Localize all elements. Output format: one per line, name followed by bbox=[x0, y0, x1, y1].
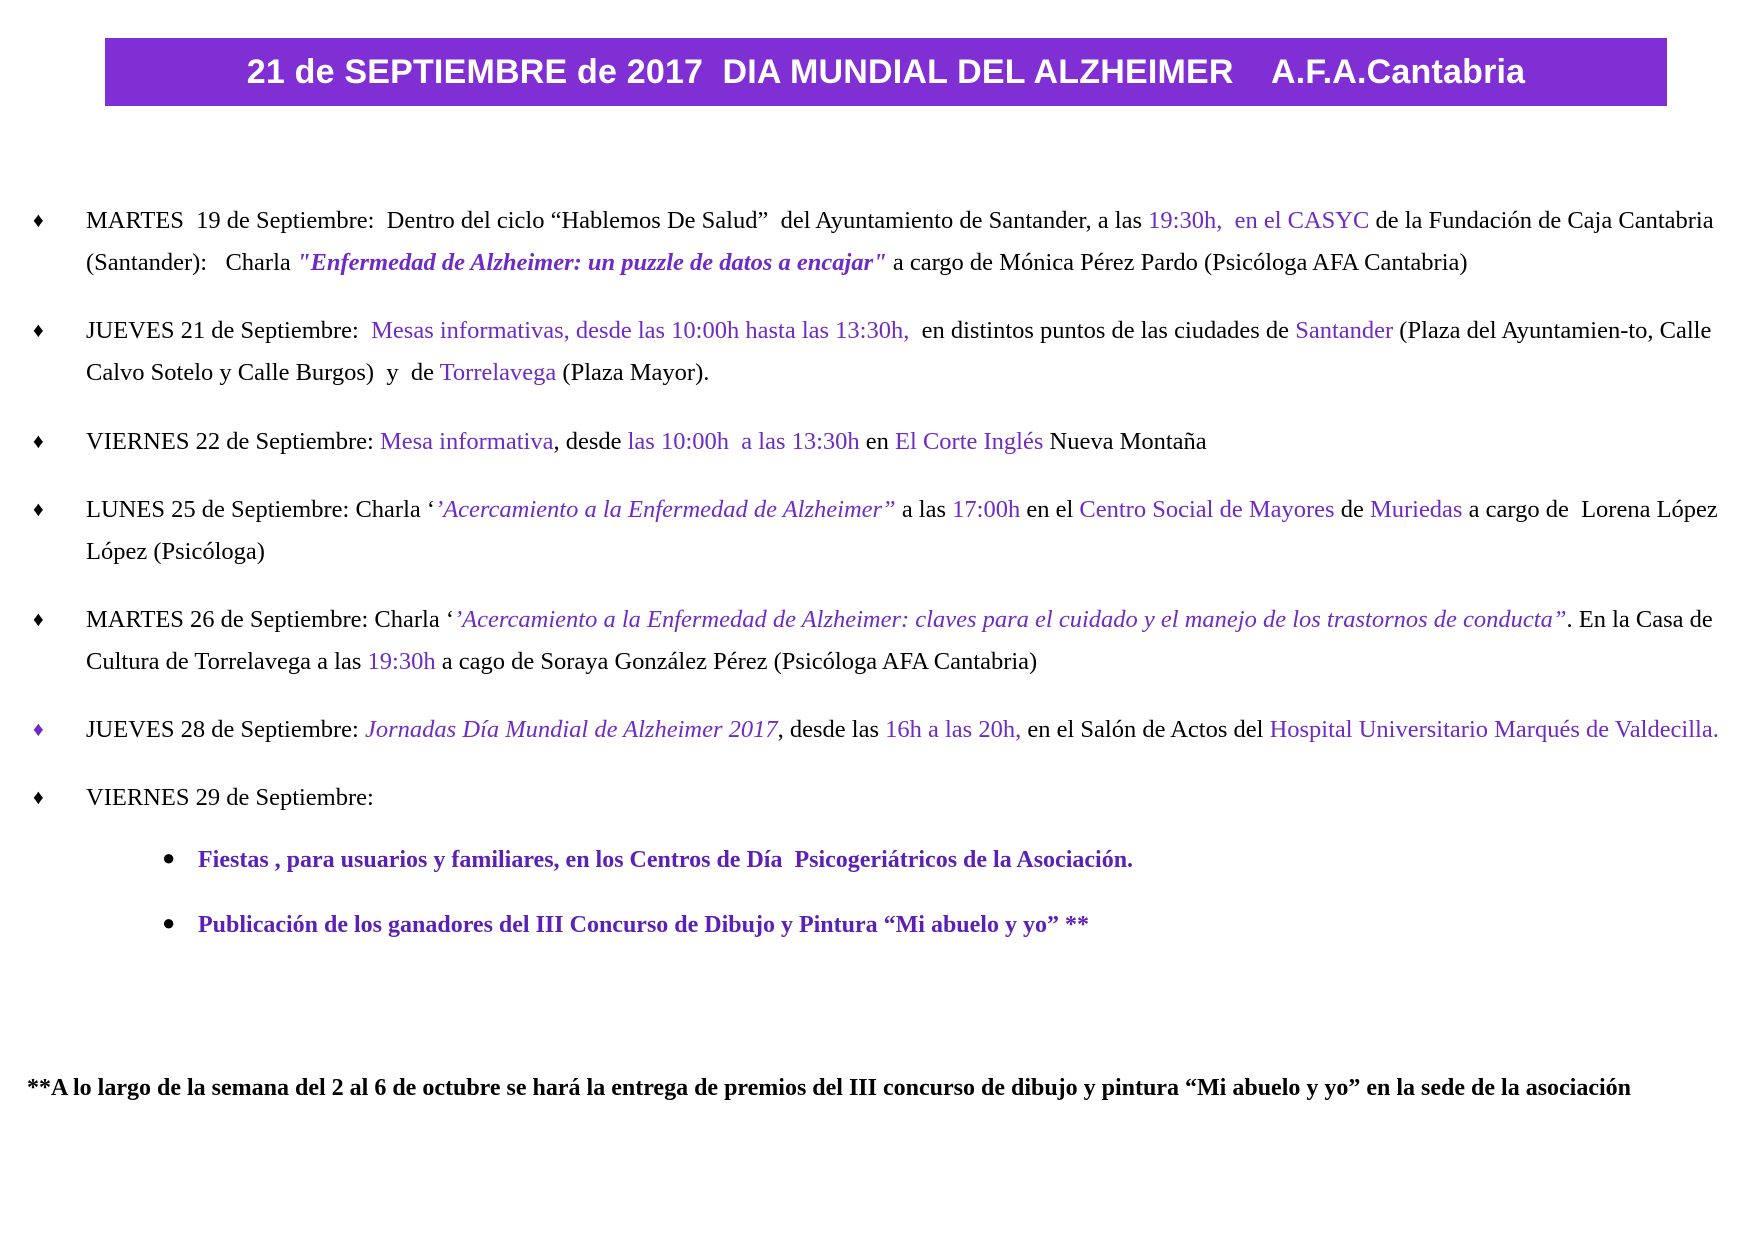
text-segment: 16h a las 20h, bbox=[885, 716, 1022, 744]
text-segment: 19:30h, en el CASYC bbox=[1148, 207, 1370, 234]
text-segment: las 10:00h a las 13:30h bbox=[627, 427, 860, 455]
list-item-text bbox=[86, 207, 1726, 276]
list-item bbox=[0, 709, 1754, 751]
sub-list bbox=[148, 841, 1734, 944]
list-item-text bbox=[86, 496, 1724, 565]
diamond-bullet-icon: ♦ bbox=[33, 785, 44, 810]
text-segment: a cargo de Mónica Pérez Pardo (Psicóloga AFA Cantabria) bbox=[886, 249, 1468, 277]
text-segment: de bbox=[1334, 495, 1370, 523]
diamond-bullet-icon: ♦ bbox=[33, 717, 44, 742]
list-item bbox=[0, 777, 1754, 944]
list-item-text bbox=[86, 428, 1207, 455]
list-item-text bbox=[86, 784, 374, 811]
text-segment: en distintos puntos de las ciudades de bbox=[909, 317, 1296, 345]
text-segment: (Plaza Mayor). bbox=[556, 359, 710, 387]
dot-bullet-icon: ● bbox=[162, 909, 176, 935]
diamond-bullet-icon: ♦ bbox=[33, 496, 44, 521]
list-item-text bbox=[86, 716, 1719, 743]
text-segment: Santander bbox=[1295, 317, 1394, 345]
diamond-bullet-icon: ♦ bbox=[33, 208, 44, 232]
text-segment: en el bbox=[1020, 495, 1080, 523]
sub-list-item-label: Publicación de los ganadores del III Concurso de Dibujo y Pintura “Mi abuelo y yo” ** bbox=[198, 911, 1089, 938]
text-segment: ’Acercamiento a la Enfermedad de Alzheimer” bbox=[435, 495, 896, 523]
text-segment: . En la Casa de Cultura de Torrelavega a las bbox=[86, 605, 1719, 675]
text-segment: a cargo de Lorena López López (Psicóloga) bbox=[86, 495, 1724, 565]
list-item-text bbox=[86, 317, 1717, 386]
diamond-bullet-icon: ♦ bbox=[33, 318, 44, 343]
text-segment: en el Salón de Actos del bbox=[1021, 716, 1270, 744]
sub-list-item bbox=[148, 841, 1734, 879]
diamond-bullet-icon: ♦ bbox=[33, 428, 44, 453]
text-segment: VIERNES 29 de Septiembre: bbox=[86, 784, 374, 812]
text-segment: 17:00h bbox=[952, 495, 1021, 523]
text-segment: El Corte Inglés bbox=[895, 427, 1044, 455]
list-item bbox=[0, 599, 1754, 683]
text-segment: a cago de Soraya González Pérez (Psicóloga AFA Cantabria) bbox=[435, 648, 1038, 675]
text-segment: de la Fundación de Caja Cantabria (Santander): Charla bbox=[86, 207, 1726, 277]
list-item bbox=[0, 489, 1754, 573]
text-segment: MARTES 19 de Septiembre: Dentro del ciclo “Hablemos De Salud” del Ayuntamiento de Santander, a las bbox=[86, 207, 1149, 234]
text-segment: Nueva Montaña bbox=[1043, 427, 1207, 455]
event-list bbox=[0, 200, 1754, 970]
text-segment: JUEVES 21 de Septiembre: bbox=[86, 317, 372, 345]
text-segment: JUEVES 28 de Septiembre: bbox=[86, 716, 365, 744]
sub-list-item-label: Fiestas , para usuarios y familiares, en los Centros de Día Psicogeriátricos de la Asociación. bbox=[198, 847, 1134, 874]
header-banner bbox=[105, 38, 1667, 106]
text-segment: ’Acercamiento a la Enfermedad de Alzheimer: claves para el cuidado y el manejo de los trastornos de conducta” bbox=[454, 605, 1567, 633]
list-item bbox=[0, 200, 1754, 284]
text-segment: Mesa informativa bbox=[379, 427, 554, 455]
list-item-text bbox=[86, 606, 1719, 675]
text-segment: "Enfermedad de Alzheimer: un puzzle de datos a encajar" bbox=[296, 249, 887, 277]
text-segment: LUNES 25 de Septiembre: Charla ‘ bbox=[86, 495, 436, 523]
text-segment: Muriedas bbox=[1369, 495, 1463, 523]
dot-bullet-icon: ● bbox=[162, 845, 176, 871]
text-segment: VIERNES 22 de Septiembre: bbox=[86, 427, 380, 455]
list-item bbox=[0, 421, 1754, 463]
text-segment: Centro Social de Mayores bbox=[1079, 495, 1335, 523]
sub-list-item bbox=[148, 906, 1734, 944]
text-segment: , desde bbox=[553, 427, 628, 455]
text-segment: (Plaza del Ayuntamien-to, Calle Calvo Sotelo y Calle Burgos) y de bbox=[86, 317, 1718, 387]
text-segment: Torrelavega bbox=[439, 359, 557, 387]
text-segment: , desde las bbox=[777, 716, 886, 744]
text-segment: Jornadas Día Mundial de Alzheimer 2017 bbox=[365, 716, 778, 744]
list-item bbox=[0, 310, 1754, 394]
page-title: 21 de SEPTIEMBRE de 2017 DIA MUNDIAL DEL ALZHEIMER A.F.A.Cantabria bbox=[246, 52, 1526, 91]
text-segment: en bbox=[859, 427, 896, 455]
diamond-bullet-icon: ♦ bbox=[33, 606, 44, 631]
text-segment: a las bbox=[895, 495, 953, 523]
text-segment: Hospital Universitario Marqués de Valdecilla. bbox=[1269, 716, 1719, 744]
text-segment: 19:30h bbox=[367, 648, 436, 675]
footnote: **A lo largo de la semana del 2 al 6 de octubre se hará la entrega de premios del III concurso de dibujo y pintura “Mi abuelo y yo” en la sede de la asociación bbox=[27, 1075, 1632, 1101]
text-segment: Mesas informativas, desde las 10:00h hasta las 13:30h, bbox=[371, 317, 910, 345]
text-segment: MARTES 26 de Septiembre: Charla ‘ bbox=[86, 605, 455, 633]
